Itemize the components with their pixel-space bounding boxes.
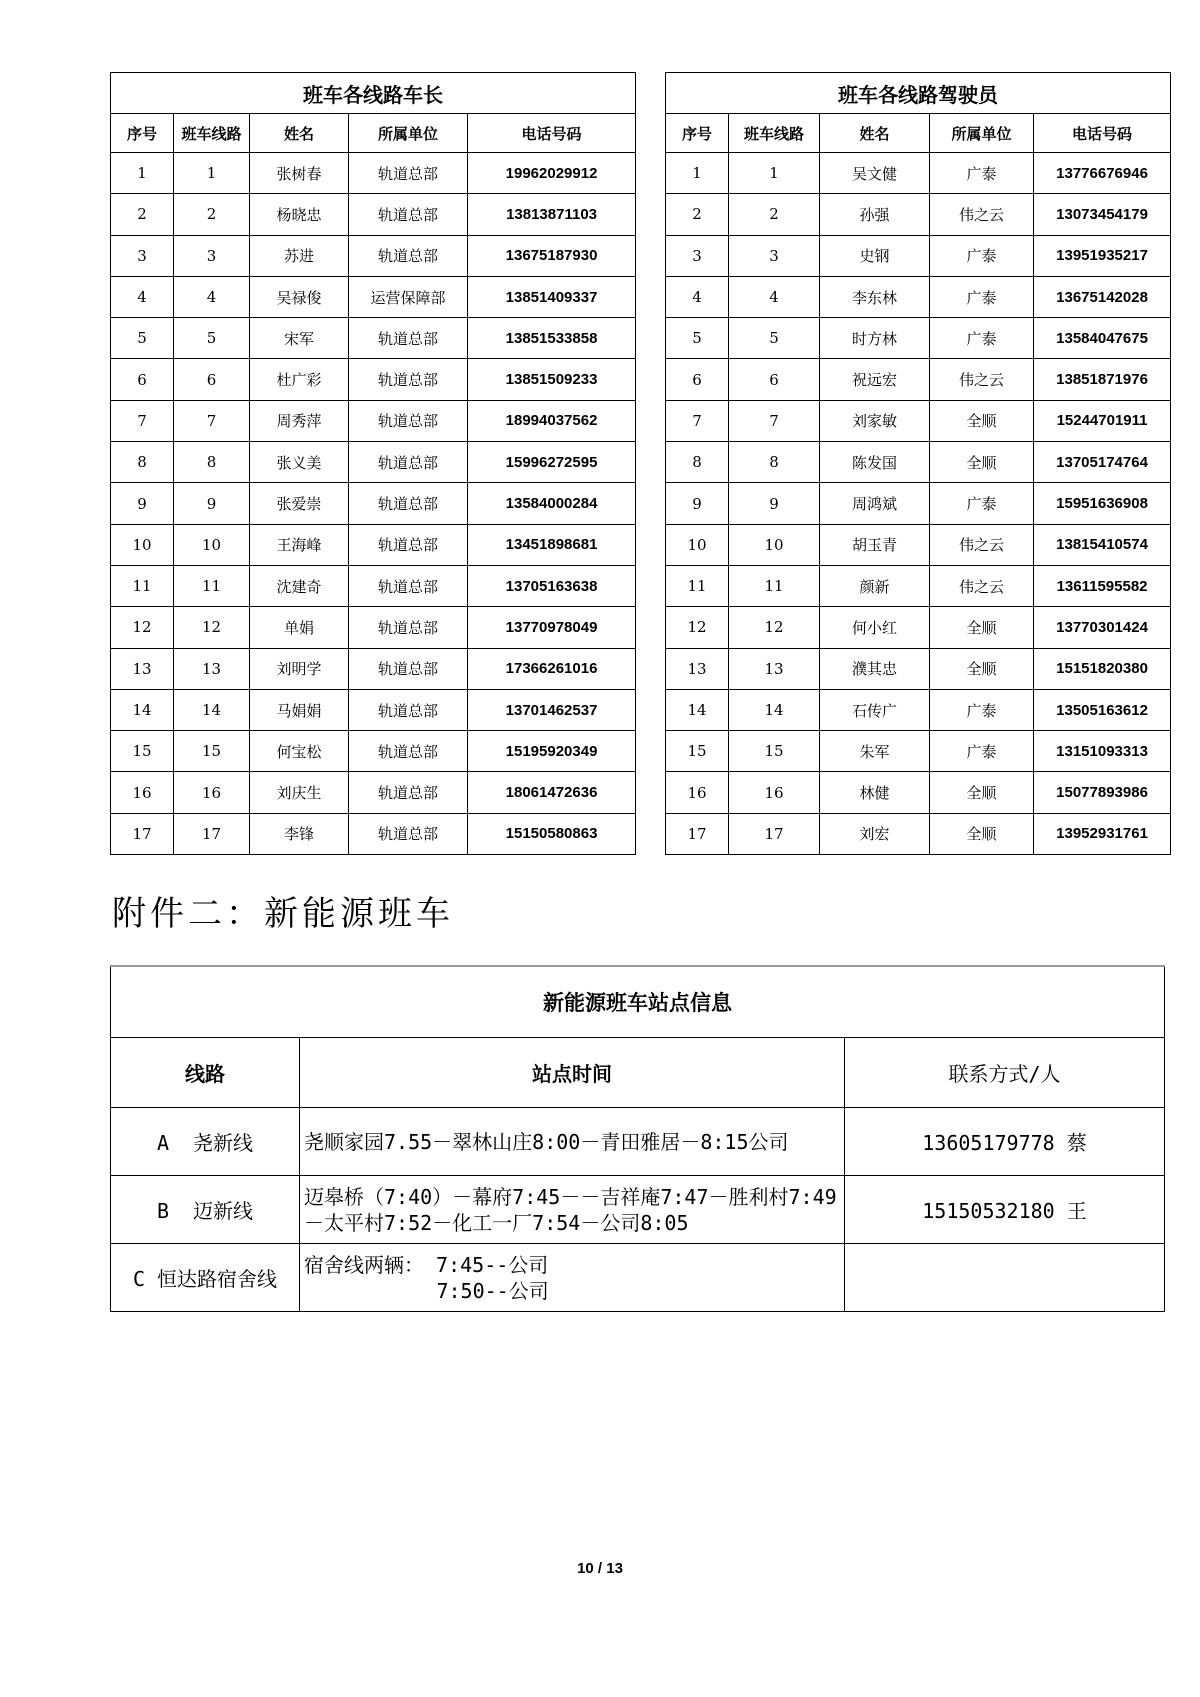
route-cell: 11: [729, 565, 820, 606]
phone-cell: 13851409337: [468, 276, 636, 317]
column-header: 班车线路: [174, 114, 250, 153]
unit-cell: 轨道总部: [349, 442, 468, 483]
name-cell: 陈发国: [820, 442, 930, 483]
table-row: [666, 400, 1171, 441]
name-cell: 宋军: [250, 318, 349, 359]
phone-cell: 13611595582: [1034, 565, 1171, 606]
route-cell: 10: [729, 524, 820, 565]
unit-cell: 广泰: [930, 276, 1034, 317]
phone-cell: 13770978049: [468, 607, 636, 648]
section-heading: 附件二：新能源班车: [112, 894, 454, 934]
table-row: [666, 318, 1171, 359]
phone-cell: 17366261016: [468, 648, 636, 689]
table-row: [666, 276, 1171, 317]
nev-table-title: 新能源班车站点信息: [111, 966, 1165, 1038]
seq-cell: 15: [111, 731, 174, 772]
phone-cell: 13851533858: [468, 318, 636, 359]
phone-cell: 18061472636: [468, 772, 636, 813]
unit-cell: 全顺: [930, 400, 1034, 441]
route-cell: 14: [174, 689, 250, 730]
name-cell: 张义美: [250, 442, 349, 483]
phone-cell: 18994037562: [468, 400, 636, 441]
seq-cell: 14: [111, 689, 174, 730]
unit-cell: 全顺: [930, 772, 1034, 813]
name-cell: 李锋: [250, 813, 349, 854]
seq-cell: 3: [111, 235, 174, 276]
name-cell: 胡玉青: [820, 524, 930, 565]
name-cell: 张树春: [250, 153, 349, 194]
table-row: [111, 648, 636, 689]
table-row: [111, 813, 636, 854]
seq-cell: 8: [111, 442, 174, 483]
seq-cell: 4: [111, 276, 174, 317]
phone-cell: 13705163638: [468, 565, 636, 606]
drivers-table-body: [666, 153, 1171, 855]
unit-cell: 伟之云: [930, 359, 1034, 400]
name-cell: 刘家敏: [820, 400, 930, 441]
table-row: [111, 731, 636, 772]
leaders-table-body: [111, 153, 636, 855]
table-row: [111, 153, 636, 194]
name-cell: 单娟: [250, 607, 349, 648]
route-cell: 2: [729, 194, 820, 235]
route-cell: 6: [174, 359, 250, 400]
phone-cell: 13851871976: [1034, 359, 1171, 400]
table-row: [111, 607, 636, 648]
drivers-header-row: [666, 114, 1171, 153]
leaders-table: [110, 72, 636, 855]
nev-row: [111, 1108, 1165, 1176]
seq-cell: 13: [666, 648, 729, 689]
seq-cell: 7: [111, 400, 174, 441]
unit-cell: 伟之云: [930, 565, 1034, 606]
route-cell: 15: [174, 731, 250, 772]
unit-cell: 轨道总部: [349, 318, 468, 359]
phone-cell: 15077893986: [1034, 772, 1171, 813]
seq-cell: 13: [111, 648, 174, 689]
route-cell: 4: [174, 276, 250, 317]
route-cell: 12: [729, 607, 820, 648]
name-cell: 沈建奇: [250, 565, 349, 606]
table-row: [666, 442, 1171, 483]
table-row: [666, 483, 1171, 524]
route-cell: 17: [174, 813, 250, 854]
phone-cell: 13701462537: [468, 689, 636, 730]
name-cell: 吴禄俊: [250, 276, 349, 317]
contact-cell: 13605179778 蔡: [845, 1108, 1165, 1176]
table-row: [666, 194, 1171, 235]
table-row: [666, 648, 1171, 689]
unit-cell: 轨道总部: [349, 731, 468, 772]
table-row: [666, 153, 1171, 194]
nev-header-row: [111, 1038, 1165, 1108]
table-row: [666, 607, 1171, 648]
seq-cell: 9: [666, 483, 729, 524]
phone-cell: 15951636908: [1034, 483, 1171, 524]
unit-cell: 轨道总部: [349, 359, 468, 400]
table-row: [111, 194, 636, 235]
phone-cell: 13675142028: [1034, 276, 1171, 317]
unit-cell: 轨道总部: [349, 235, 468, 276]
route-cell: 1: [174, 153, 250, 194]
table-row: [666, 731, 1171, 772]
unit-cell: 运营保障部: [349, 276, 468, 317]
seq-cell: 6: [666, 359, 729, 400]
route-cell: 6: [729, 359, 820, 400]
seq-cell: 16: [111, 772, 174, 813]
unit-cell: 伟之云: [930, 194, 1034, 235]
name-cell: 濮其忠: [820, 648, 930, 689]
table-row: [111, 772, 636, 813]
column-header: 电话号码: [468, 114, 636, 153]
column-header: 电话号码: [1034, 114, 1171, 153]
table-row: [666, 565, 1171, 606]
route-cell: 8: [729, 442, 820, 483]
name-cell: 朱军: [820, 731, 930, 772]
seq-cell: 9: [111, 483, 174, 524]
seq-cell: 11: [666, 565, 729, 606]
table-row: [111, 565, 636, 606]
name-cell: 何小红: [820, 607, 930, 648]
nev-row: [111, 1244, 1165, 1312]
nev-table: [110, 965, 1165, 1312]
name-cell: 时方林: [820, 318, 930, 359]
name-cell: 刘明学: [250, 648, 349, 689]
seq-cell: 2: [666, 194, 729, 235]
name-cell: 苏进: [250, 235, 349, 276]
unit-cell: 轨道总部: [349, 524, 468, 565]
seq-cell: 14: [666, 689, 729, 730]
name-cell: 石传广: [820, 689, 930, 730]
unit-cell: 广泰: [930, 153, 1034, 194]
drivers-table-title: 班车各线路驾驶员: [666, 73, 1171, 114]
name-cell: 刘宏: [820, 813, 930, 854]
phone-cell: 13776676946: [1034, 153, 1171, 194]
name-cell: 何宝松: [250, 731, 349, 772]
schedule-cell: 迈皋桥（7:40）－幕府7:45－－吉祥庵7:47－胜利村7:49－太平村7:52－化工一厂7:54－公司8:05: [300, 1176, 845, 1244]
name-cell: 祝远宏: [820, 359, 930, 400]
seq-cell: 1: [666, 153, 729, 194]
name-cell: 史钢: [820, 235, 930, 276]
route-cell: 2: [174, 194, 250, 235]
phone-cell: 13505163612: [1034, 689, 1171, 730]
route-cell: 5: [729, 318, 820, 359]
seq-cell: 17: [111, 813, 174, 854]
column-header-route: 线路: [111, 1038, 300, 1108]
schedule-cell: 尧顺家园7.55－翠林山庄8:00－青田雅居－8:15公司: [300, 1108, 845, 1176]
phone-cell: 13705174764: [1034, 442, 1171, 483]
route-cell: B 迈新线: [111, 1176, 300, 1244]
route-cell: C 恒达路宿舍线: [111, 1244, 300, 1312]
table-row: [111, 483, 636, 524]
unit-cell: 伟之云: [930, 524, 1034, 565]
phone-cell: 15151820380: [1034, 648, 1171, 689]
column-header: 序号: [111, 114, 174, 153]
table-row: [111, 318, 636, 359]
phone-cell: 13813871103: [468, 194, 636, 235]
phone-cell: 13151093313: [1034, 731, 1171, 772]
seq-cell: 12: [666, 607, 729, 648]
route-cell: 15: [729, 731, 820, 772]
seq-cell: 10: [111, 524, 174, 565]
name-cell: 王海峰: [250, 524, 349, 565]
seq-cell: 12: [111, 607, 174, 648]
phone-cell: 13770301424: [1034, 607, 1171, 648]
unit-cell: 轨道总部: [349, 689, 468, 730]
phone-cell: 13451898681: [468, 524, 636, 565]
column-header: 所属单位: [930, 114, 1034, 153]
contact-cell: 15150532180 王: [845, 1176, 1165, 1244]
unit-cell: 广泰: [930, 318, 1034, 359]
table-row: [666, 235, 1171, 276]
unit-cell: 轨道总部: [349, 400, 468, 441]
route-cell: 13: [174, 648, 250, 689]
route-cell: 16: [174, 772, 250, 813]
route-cell: 7: [174, 400, 250, 441]
column-header-contact: 联系方式/人: [845, 1038, 1165, 1108]
unit-cell: 全顺: [930, 607, 1034, 648]
seq-cell: 1: [111, 153, 174, 194]
route-cell: 17: [729, 813, 820, 854]
route-cell: 4: [729, 276, 820, 317]
route-cell: 9: [729, 483, 820, 524]
unit-cell: 广泰: [930, 689, 1034, 730]
route-cell: 10: [174, 524, 250, 565]
route-cell: 16: [729, 772, 820, 813]
route-cell: 7: [729, 400, 820, 441]
phone-cell: 19962029912: [468, 153, 636, 194]
name-cell: 林健: [820, 772, 930, 813]
column-header: 序号: [666, 114, 729, 153]
name-cell: 张爱崇: [250, 483, 349, 524]
phone-cell: 15244701911: [1034, 400, 1171, 441]
table-row: [111, 276, 636, 317]
seq-cell: 15: [666, 731, 729, 772]
name-cell: 杨晓忠: [250, 194, 349, 235]
leaders-header-row: [111, 114, 636, 153]
table-row: [666, 689, 1171, 730]
route-cell: 9: [174, 483, 250, 524]
route-cell: 14: [729, 689, 820, 730]
phone-cell: 15996272595: [468, 442, 636, 483]
table-row: [111, 442, 636, 483]
unit-cell: 轨道总部: [349, 607, 468, 648]
route-cell: 1: [729, 153, 820, 194]
table-row: [111, 359, 636, 400]
table-row: [666, 813, 1171, 854]
phone-cell: 13073454179: [1034, 194, 1171, 235]
seq-cell: 16: [666, 772, 729, 813]
route-cell: 13: [729, 648, 820, 689]
name-cell: 孙强: [820, 194, 930, 235]
unit-cell: 轨道总部: [349, 194, 468, 235]
phone-cell: 15195920349: [468, 731, 636, 772]
table-row: [111, 400, 636, 441]
name-cell: 颜新: [820, 565, 930, 606]
table-row: [666, 359, 1171, 400]
column-header-schedule: 站点时间: [300, 1038, 845, 1108]
route-cell: 8: [174, 442, 250, 483]
name-cell: 马娟娟: [250, 689, 349, 730]
unit-cell: 全顺: [930, 813, 1034, 854]
table-row: [666, 772, 1171, 813]
seq-cell: 8: [666, 442, 729, 483]
seq-cell: 2: [111, 194, 174, 235]
route-cell: 11: [174, 565, 250, 606]
phone-cell: 15150580863: [468, 813, 636, 854]
route-cell: A 尧新线: [111, 1108, 300, 1176]
route-cell: 5: [174, 318, 250, 359]
unit-cell: 广泰: [930, 235, 1034, 276]
name-cell: 周鸿斌: [820, 483, 930, 524]
phone-cell: 13815410574: [1034, 524, 1171, 565]
route-cell: 3: [174, 235, 250, 276]
unit-cell: 全顺: [930, 648, 1034, 689]
nev-row: [111, 1176, 1165, 1244]
phone-cell: 13851509233: [468, 359, 636, 400]
schedule-cell: 宿舍线两辆： 7:45--公司 7:50--公司: [300, 1244, 845, 1312]
unit-cell: 轨道总部: [349, 153, 468, 194]
column-header: 姓名: [820, 114, 930, 153]
unit-cell: 轨道总部: [349, 565, 468, 606]
table-row: [111, 689, 636, 730]
seq-cell: 10: [666, 524, 729, 565]
table-row: [111, 524, 636, 565]
unit-cell: 轨道总部: [349, 483, 468, 524]
contact-cell: [845, 1244, 1165, 1312]
phone-cell: 13584000284: [468, 483, 636, 524]
unit-cell: 广泰: [930, 483, 1034, 524]
phone-cell: 13951935217: [1034, 235, 1171, 276]
column-header: 姓名: [250, 114, 349, 153]
table-row: [111, 235, 636, 276]
drivers-table: [665, 72, 1171, 855]
unit-cell: 轨道总部: [349, 648, 468, 689]
phone-cell: 13675187930: [468, 235, 636, 276]
phone-cell: 13584047675: [1034, 318, 1171, 359]
name-cell: 杜广彩: [250, 359, 349, 400]
seq-cell: 7: [666, 400, 729, 441]
unit-cell: 全顺: [930, 442, 1034, 483]
leaders-table-title: 班车各线路车长: [111, 73, 636, 114]
seq-cell: 17: [666, 813, 729, 854]
phone-cell: 13952931761: [1034, 813, 1171, 854]
seq-cell: 4: [666, 276, 729, 317]
name-cell: 吴文健: [820, 153, 930, 194]
unit-cell: 广泰: [930, 731, 1034, 772]
name-cell: 周秀萍: [250, 400, 349, 441]
seq-cell: 11: [111, 565, 174, 606]
seq-cell: 5: [111, 318, 174, 359]
unit-cell: 轨道总部: [349, 813, 468, 854]
unit-cell: 轨道总部: [349, 772, 468, 813]
page-number: 10 / 13: [577, 1560, 623, 1577]
column-header: 班车线路: [729, 114, 820, 153]
column-header: 所属单位: [349, 114, 468, 153]
seq-cell: 6: [111, 359, 174, 400]
table-row: [666, 524, 1171, 565]
route-cell: 12: [174, 607, 250, 648]
name-cell: 刘庆生: [250, 772, 349, 813]
name-cell: 李东林: [820, 276, 930, 317]
seq-cell: 5: [666, 318, 729, 359]
seq-cell: 3: [666, 235, 729, 276]
route-cell: 3: [729, 235, 820, 276]
